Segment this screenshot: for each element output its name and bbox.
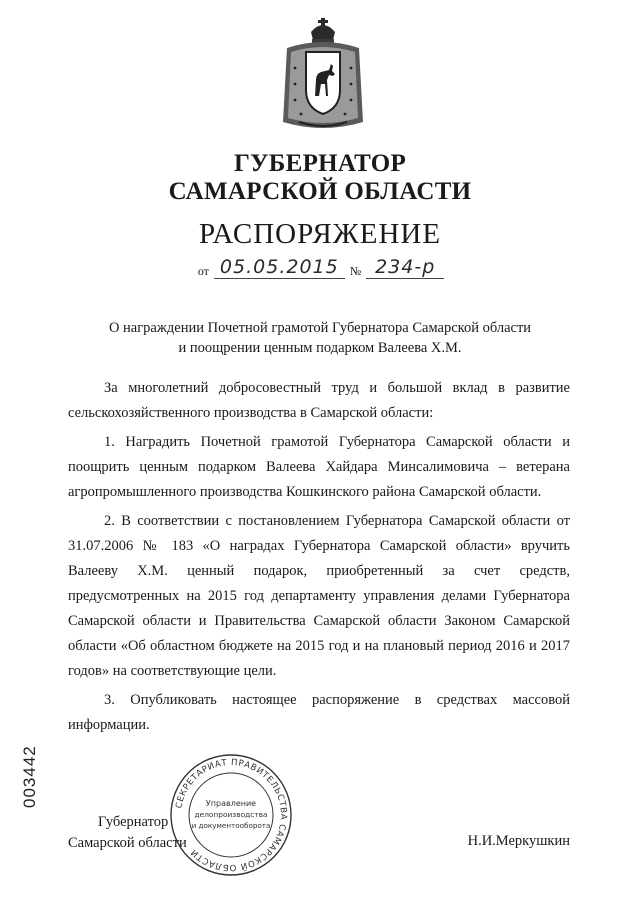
document-body — [68, 376, 570, 738]
signatory-name: Н.И.Меркушкин — [467, 833, 570, 849]
from-label: от — [197, 264, 209, 278]
body-item-3: 3. Опубликовать настоящее распоряжение в средствах массовой информации. — [68, 692, 570, 733]
stamp-ring-text: СЕКРЕТАРИАТ ПРАВИТЕЛЬСТВА САМАРСКОЙ ОБЛАСТИ — [174, 757, 289, 873]
subject-line1: О награждении Почетной грамотой Губернатора Самарской области — [108, 320, 532, 336]
signatory-title-line1: Губернатор — [98, 814, 169, 830]
document-number: 234-р — [366, 256, 444, 279]
stamp-line3: и документооборота — [191, 821, 271, 830]
stamp-line1: Управление — [205, 799, 257, 808]
body-item-1: 1. Наградить Почетной грамотой Губернатора Самарской области и поощрить ценным подарком Валеева Хайдара Минсалимовича – ветерана агропромышленного производства Кошкинского района Самарской области. — [68, 434, 570, 500]
registration-number: 003442 — [20, 745, 39, 808]
number-label: № — [349, 264, 362, 278]
header-title-line1: ГУБЕРНАТОР — [233, 150, 407, 177]
document-type: РАСПОРЯЖЕНИЕ — [198, 218, 442, 250]
document-subject — [0, 318, 640, 358]
body-intro: За многолетний добросовестный труд и большой вклад в развитие сельскохозяйственного производства в Самарской области: — [68, 380, 570, 421]
stamp-line2: делопроизводства — [194, 810, 268, 819]
signatory-title-line2: Самарской области — [68, 835, 187, 851]
subject-line2: и поощрении ценным подарком Валеева Х.М. — [178, 340, 462, 356]
body-item-2: 2. В соответствии с постановлением Губернатора Самарской области от 31.07.2006 № 183 «О наградах Губернатора Самарской области» вручить Валееву Х.М. ценный подарок, приобретенный за счет средств, предусмотренных на 2015 год департаменту управления делами Губернатора Самарской области и Правительства Самарской области Законом Самарской области «Об областном бюджете на 2015 год и на плановый период 2016 и 2017 годов» на соответствующие цели. — [68, 513, 570, 679]
date-number-line — [0, 256, 640, 279]
header-title-line2: САМАРСКОЙ ОБЛАСТИ — [168, 178, 472, 205]
office-stamp — [168, 752, 294, 878]
coat-of-arms-icon — [281, 18, 365, 134]
document-date: 05.05.2015 — [214, 256, 345, 279]
